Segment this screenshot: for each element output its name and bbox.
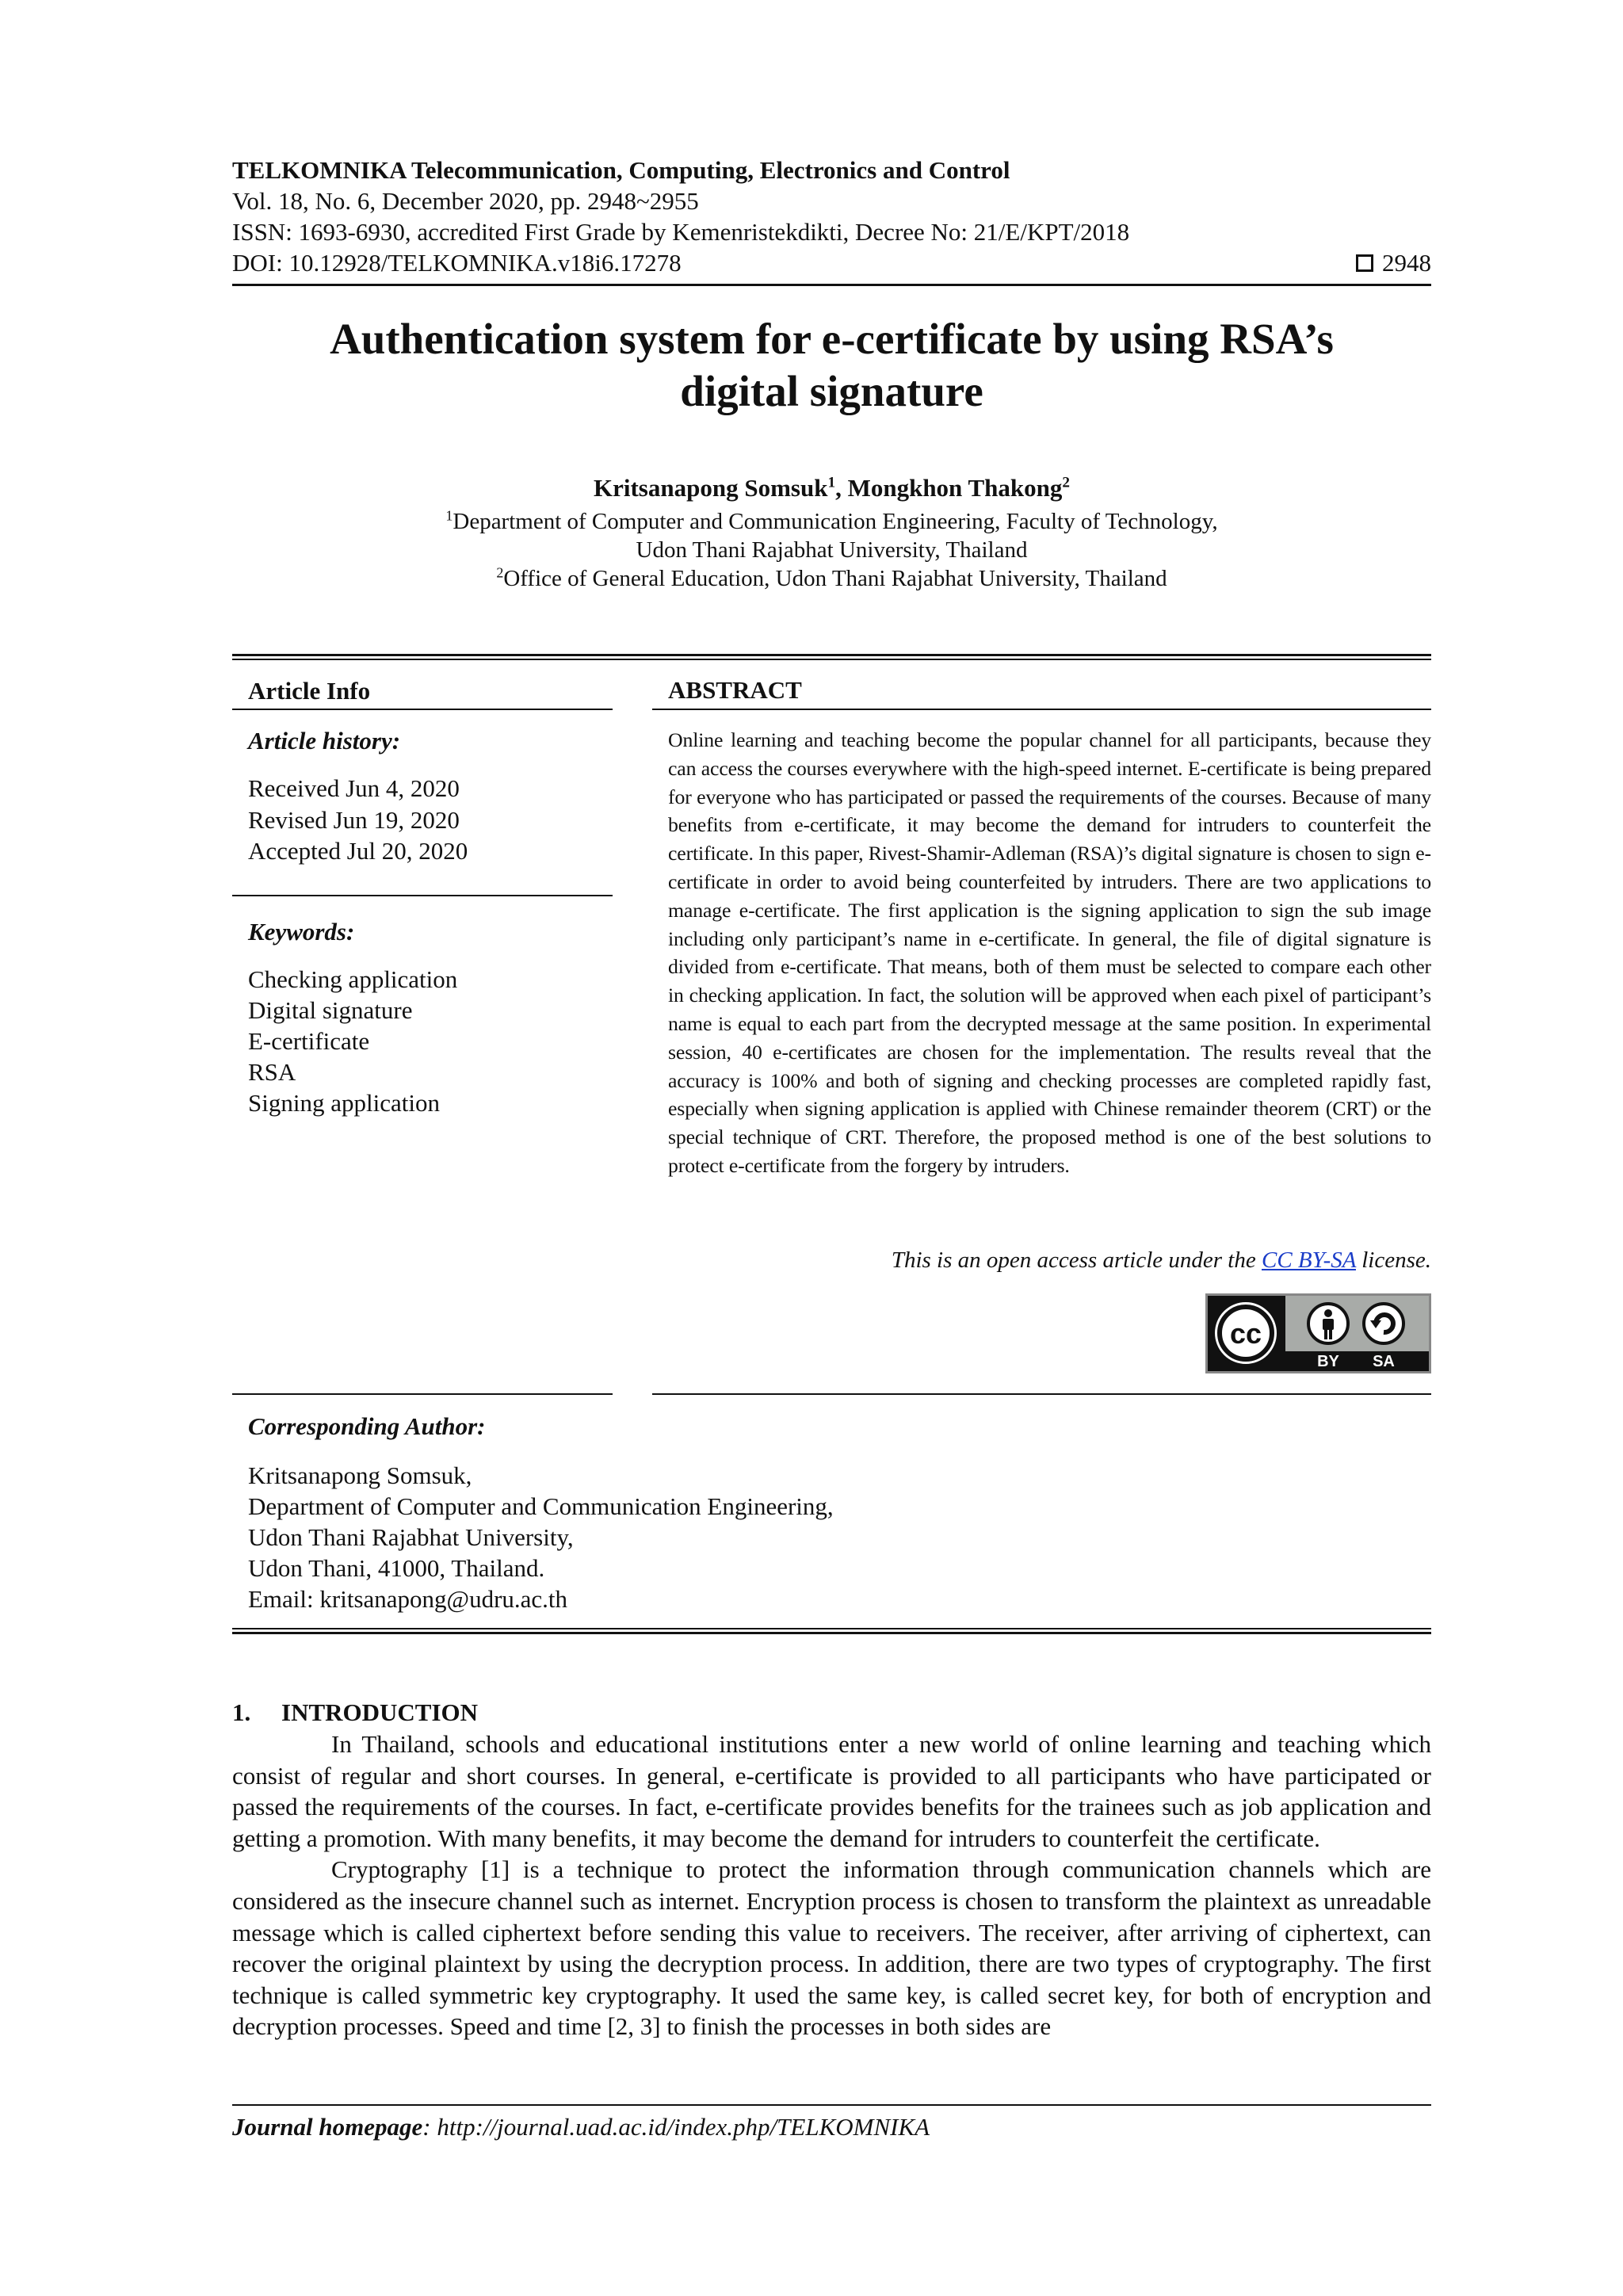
- abstract-column-bottom-rule: [652, 1393, 1431, 1395]
- introduction-body: [232, 1729, 1431, 2042]
- keyword-item: Checking application: [248, 965, 458, 993]
- issn-info: ISSN: 1693-6930, accredited First Grade by Kemenristekdikti, Decree No: 21/E/KPT/2018: [232, 218, 1130, 246]
- author-2-affil-mark: 2: [1062, 474, 1070, 491]
- info-box-top-rule-2: [232, 659, 1431, 660]
- keyword-item: E-certificate: [248, 1027, 370, 1055]
- journal-name: TELKOMNIKA Telecommunication, Computing, Electronics and Control: [232, 156, 1010, 184]
- affiliation-2: $^2$Office of General Education, Udon Thani Rajabhat University, Thailand: [496, 564, 1167, 591]
- abstract-rule: [652, 709, 1431, 710]
- info-box-bottom-rule: [232, 1628, 1431, 1629]
- checkbox-square-icon: [1356, 254, 1373, 272]
- corresponding-author-heading: Corresponding Author:: [248, 1412, 486, 1440]
- paragraph: In Thailand, schools and educational institutions enter a new world of online learning and teaching which consist of regular and short courses. In general, e-certificate is provided to all participants who have participated or passed the requirements of the courses. In fact, e-certificate provides benefits for the trainees such as job application and getting a promotion. With many benefits, it may become the demand for intruders to counterfeit the certificate.: [232, 1730, 1431, 1852]
- affil-2-mark: 2: [496, 564, 504, 581]
- corresponding-author-details: [248, 1460, 1429, 1614]
- author-separator: ,: [835, 474, 848, 502]
- affiliation-1-line-2: Udon Thani Rajabhat University, Thailand: [636, 537, 1028, 563]
- cc-by-sa-badge[interactable]: [1205, 1293, 1431, 1373]
- revised-date: Revised Jun 19, 2020: [248, 806, 460, 834]
- info-column-bottom-rule: [232, 1393, 613, 1395]
- journal-homepage: [232, 2112, 930, 2142]
- author-1: Kritsanapong Somsuk: [594, 474, 828, 502]
- author-list: [232, 473, 1431, 503]
- article-info-rule: [232, 709, 613, 710]
- sa-label: SA: [1373, 1353, 1395, 1370]
- affil-1-mark: 1: [445, 507, 453, 524]
- homepage-url[interactable]: : http://journal.uad.ac.id/index.php/TELKOMNIKA: [422, 2113, 930, 2141]
- article-history-heading: Article history:: [248, 727, 401, 755]
- attribution-person-icon: [1308, 1304, 1348, 1343]
- cc-by-sa-link[interactable]: CC BY-SA: [1262, 1247, 1356, 1273]
- corresponding-author-line: Udon Thani Rajabhat University,: [248, 1523, 574, 1551]
- cc-logo-icon: [1213, 1301, 1278, 1366]
- abstract-heading: ABSTRACT: [668, 676, 802, 704]
- by-label: BY: [1317, 1353, 1339, 1370]
- keyword-item: Signing application: [248, 1089, 440, 1117]
- author-1-affil-mark: 1: [827, 474, 836, 491]
- volume-info: Vol. 18, No. 6, December 2020, pp. 2948~2955: [232, 187, 699, 215]
- page-number: 2948: [1382, 249, 1431, 277]
- keywords-heading: Keywords:: [248, 918, 355, 946]
- paragraph: Cryptography [1] is a technique to protect the information through communication channels which are considered as the insecure channel such as internet. Encryption process is chosen to transform the plaintext as unreadable message which is called ciphertext before sending this value to receivers. The receiver, after arriving of ciphertext, can recover the original plaintext by using the decryption process. In addition, there are two types of cryptography. The first technique is called symmetric key cryptography. It used the same key, is called secret key, for both of encryption and decryption processes. Speed and time [2, 3] to finish the processes in both sides are: [232, 1855, 1431, 2041]
- received-date: Received Jun 4, 2020: [248, 774, 460, 802]
- keyword-item: RSA: [248, 1058, 296, 1086]
- footer-rule: [232, 2104, 1431, 2106]
- cc-badge-graphic: [1208, 1296, 1429, 1371]
- paper-title: [232, 313, 1431, 418]
- info-box-bottom-rule-2: [232, 1632, 1431, 1634]
- keyword-list: [248, 964, 613, 1118]
- corresponding-author-line: Udon Thani, 41000, Thailand.: [248, 1554, 545, 1582]
- title-line-1: Authentication system for e-certificate by using RSA’s: [330, 315, 1334, 363]
- corresponding-author-line: Kritsanapong Somsuk,: [248, 1461, 472, 1489]
- corresponding-author-email[interactable]: Email: kritsanapong@udru.ac.th: [248, 1585, 568, 1613]
- cc-text: cc: [1229, 1317, 1262, 1350]
- open-access-note: This is an open access article under the CC BY-SA license.: [891, 1247, 1431, 1273]
- share-alike-icon: [1364, 1304, 1403, 1343]
- homepage-label: Journal homepage: [232, 2113, 423, 2141]
- article-info-heading: Article Info: [248, 677, 371, 705]
- author-2: Mongkhon Thakong: [847, 474, 1063, 502]
- header-rule: [232, 284, 1431, 286]
- section-heading-introduction: 1. INTRODUCTION: [232, 1698, 479, 1726]
- keyword-item: Digital signature: [248, 996, 413, 1024]
- info-box-top-rule: [232, 654, 1431, 656]
- doi-info: DOI: 10.12928/TELKOMNIKA.v18i6.17278: [232, 249, 682, 277]
- accepted-date: Accepted Jul 20, 2020: [248, 837, 468, 865]
- title-line-2: digital signature: [680, 367, 983, 415]
- abstract-text: Online learning and teaching become the popular channel for all participants, because they can access the courses everywhere with the high-speed internet. E-certificate is being prepared for everyone who has participated or passed the requirements of the courses. Because of many benefits from e-certificate, it may become the demand for intruders to counterfeit the certificate. In this paper, Rivest-Shamir-Adleman (RSA)’s digital signature is chosen to sign e-certificate in order to avoid being counterfeited by intruders. There are two applications to manage e-certificate. The first application is the signing application to sign the sub image including only participant’s name in e-certificate. In general, the file of digital signature is divided from e-certificate. That means, both of them must be selected to compare each other in checking application. In fact, the solution will be approved when each pixel of participant’s name is equal to each part from the decrypted message at the same position. In experimental session, 40 e-certificates are chosen for the implementation. The results reveal that the accuracy is 100% and both of signing and checking processes are completed rapidly fast, especially when signing application is applied with Chinese remainder theorem (CRT) or the special technique of CRT. Therefore, the proposed method is one of the best solutions to protect e-certificate from the forgery by intruders.: [668, 728, 1431, 1177]
- corresponding-author-line: Department of Computer and Communication Engineering,: [248, 1492, 834, 1520]
- affiliation-1-line-1: $^1$Department of Computer and Communication Engineering, Faculty of Technology,: [445, 507, 1218, 534]
- history-rule: [232, 895, 613, 896]
